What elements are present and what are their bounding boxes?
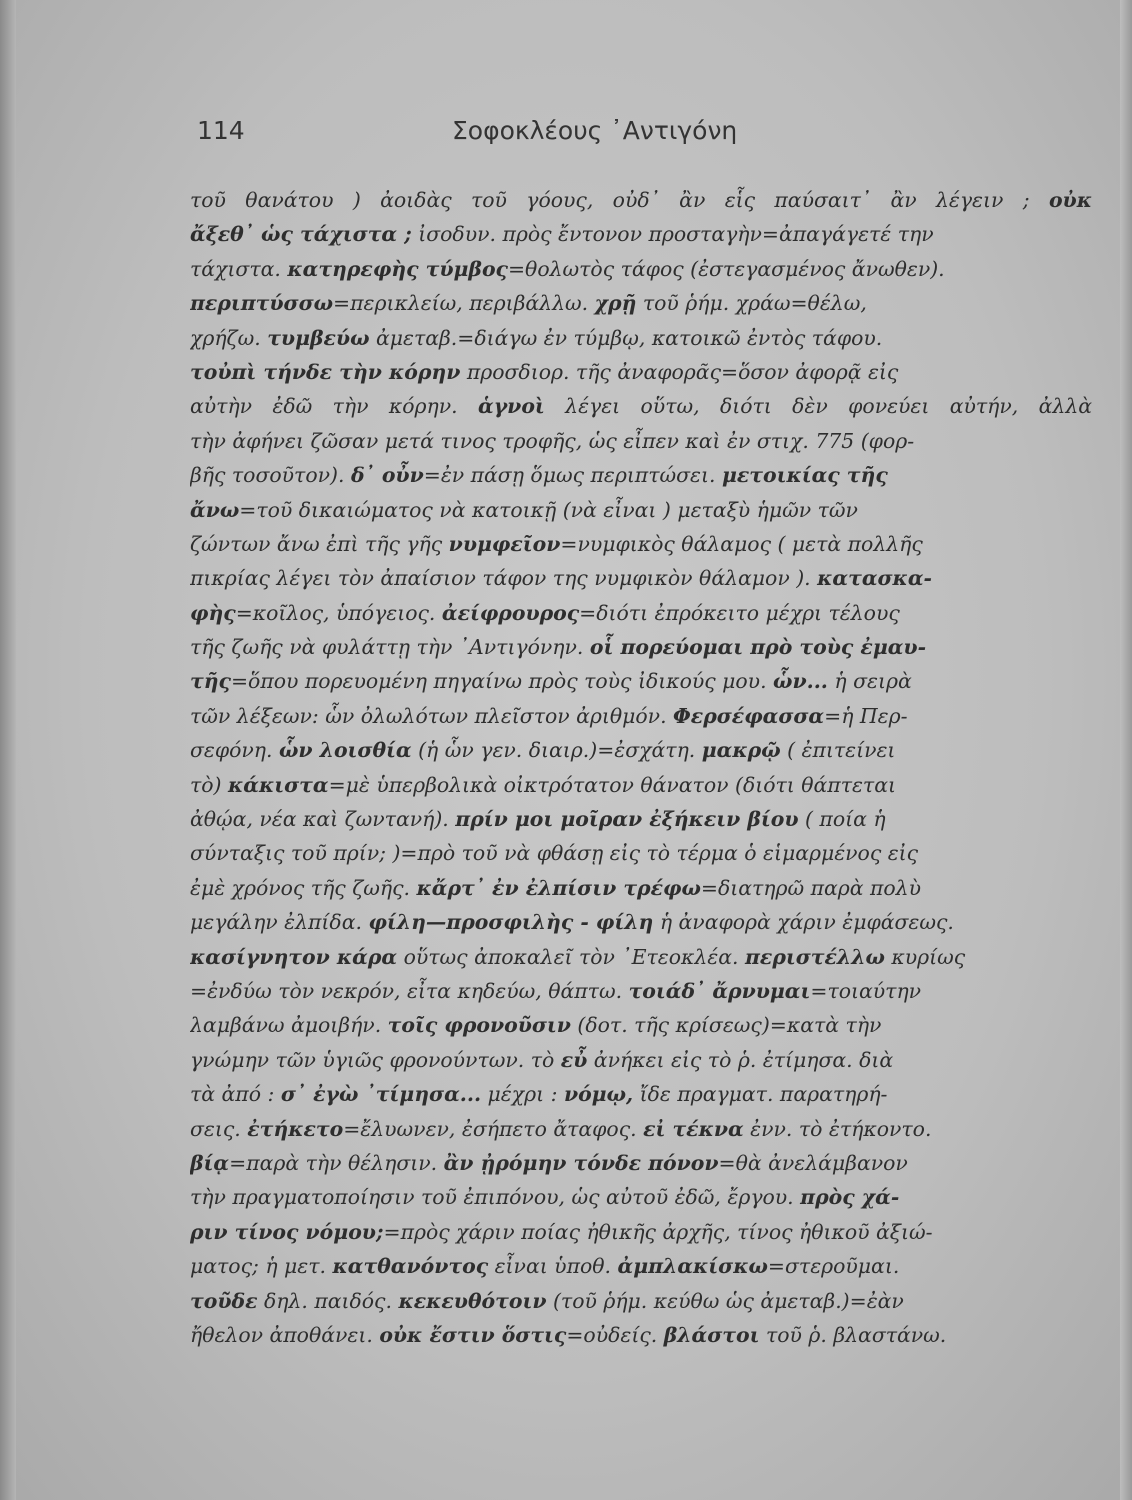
gloss-text: πικρίας λέγει τὸν ἀπαίσιον τάφον της νυμφικὸν θάλαμον ). [190, 566, 818, 591]
lemma-term: μετοικίας τῆς [721, 463, 888, 488]
lemma-term: φίλη—προσφιλὴς - φίλη [368, 910, 654, 935]
lemma-term: τυμβεύω [267, 325, 370, 350]
text-line [190, 596, 1092, 630]
lemma-term: βλάστοι [663, 1322, 760, 1347]
gloss-text: =στεροῦμαι. [767, 1254, 900, 1279]
lemma-term: ριν τίνος νόμου; [190, 1219, 384, 1244]
lemma-term: οὐκ [1048, 188, 1092, 212]
gloss-text: =παρὰ τὴν θέλησιν. [229, 1150, 444, 1175]
text-line [190, 664, 1092, 698]
lemma-term: ἐτήκετο [247, 1116, 344, 1141]
text-line [190, 871, 1092, 905]
lemma-term: τοῖς φρονοῦσιν [387, 1013, 571, 1038]
text-line [190, 1043, 1092, 1077]
lemma-term: τοὐπὶ τήνδε τὴν κόρην [190, 359, 461, 384]
lemma-term: τοιάδ᾿ ἄρνυμαι [628, 978, 811, 1003]
text-line [190, 1008, 1092, 1042]
gloss-text: =ἔλυωνεν, ἐσήπετο ἄταφος. [343, 1116, 644, 1141]
text-line [190, 699, 1092, 733]
gloss-text: =ἡ Περ- [824, 703, 908, 728]
commentary-text [190, 183, 1092, 1352]
text-line [190, 802, 1092, 836]
gloss-text: ἐνν. τὸ ἐτήκοντο. [743, 1116, 932, 1141]
lemma-term: περιπτύσσω [190, 291, 334, 316]
gloss-text: =διατηρῶ παρὰ πολὺ [700, 875, 922, 900]
lemma-term: Φερσέφασσα [673, 703, 825, 728]
lemma-term: οἷ πορεύομαι πρὸ τοὺς ἐμαυ- [589, 635, 927, 660]
gloss-text: ἴδε πραγματ. παρατηρή- [633, 1082, 888, 1107]
gloss-text: λαμβάνω ἀμοιβήν. [190, 1013, 388, 1038]
gloss-text: =τοῦ δικαιώματος νὰ κατοικῇ (νὰ εἶναι ) μεταξὺ ἡμῶν τῶν [239, 497, 858, 522]
text-line [190, 1284, 1092, 1318]
gloss-text: =θολωτὸς τάφος (ἐστεγασμένος ἄνωθεν). [507, 256, 945, 281]
gloss-text: =μὲ ὑπερβολικὰ οἰκτρότατον θάνατον (διότι θάπτεται [328, 772, 896, 797]
text-line [190, 217, 1092, 251]
gloss-text: =διότι ἐπρόκειτο μέχρι τέλους [579, 600, 900, 625]
gloss-text: εἶναι ὑποθ. [488, 1254, 618, 1279]
gloss-text: τὴν ἀφήνει ζῶσαν μετά τινος τροφῆς, ὡς εἶπεν καὶ ἐν στιχ. 775 (φορ- [190, 428, 915, 453]
lemma-term: εὖ [560, 1047, 588, 1072]
gloss-text: =περικλείω, περιβάλλω. [333, 291, 595, 316]
gloss-text: μεγάλην ἐλπίδα. [190, 910, 369, 935]
gloss-text: =τοιαύτην [810, 978, 922, 1003]
gloss-text: σεις. [190, 1116, 248, 1141]
lemma-term: κάκιστα [228, 772, 329, 797]
lemma-term: ἄνω [190, 497, 240, 522]
gloss-text: λέγει οὕτω, διότι δὲν φονεύει αὐτήν, ἀλλὰ [544, 394, 1092, 419]
lemma-term: χρῇ [594, 291, 637, 316]
lemma-term: κεκευθότοιν [398, 1288, 547, 1313]
gloss-text: δηλ. παιδός. [257, 1288, 399, 1313]
text-line [190, 527, 1092, 561]
gloss-text: ἰσοδυν. πρὸς ἔντονον προσταγὴν=ἀπαγάγετέ την [411, 222, 934, 247]
lemma-term: πρὸς χά- [800, 1185, 900, 1210]
lemma-term: ὧν λοισθία [279, 738, 412, 763]
lemma-term: εἰ τέκνα [643, 1116, 744, 1141]
text-line [190, 561, 1092, 595]
lemma-term: σ᾿ ἐγὼ ᾿τίμησα... [280, 1082, 482, 1107]
gloss-text: ζώντων ἄνω ἐπὶ τῆς γῆς [190, 531, 449, 556]
gloss-text: ἐμὲ χρόνος τῆς ζωῆς. [190, 875, 417, 900]
gloss-text: γνώμην τῶν ὑγιῶς φρονούντων. τὸ [190, 1047, 561, 1072]
gloss-text: τάχιστα. [190, 256, 288, 281]
gloss-text: μέχρι : [481, 1082, 564, 1107]
gloss-text: βῆς τοσοῦτον). [190, 463, 351, 488]
gloss-text: τοῦ ῥήμ. χράω=θέλω, [636, 291, 867, 316]
text-line [190, 1077, 1092, 1111]
text-line [190, 733, 1092, 767]
gloss-text: ματος; ἡ μετ. [190, 1254, 333, 1279]
gloss-text: =κοῖλος, ὑπόγειος. [235, 600, 442, 625]
text-line [190, 1112, 1092, 1146]
text-line [190, 905, 1092, 939]
gloss-text: αὐτὴν ἐδῶ τὴν κόρην. [190, 394, 479, 419]
text-line [190, 1215, 1092, 1249]
gloss-text: (ἡ ὧν γεν. διαιρ.)=ἐσχάτη. [411, 738, 702, 763]
gloss-text: ( ποία ἡ [798, 807, 886, 832]
gloss-text: κυρίως [884, 944, 966, 969]
text-line [190, 493, 1092, 527]
gloss-text: τοῦ θανάτου ) ἀοιδὰς τοῦ γόους, οὐδ᾿ ἂν εἷς παύσαιτ᾿ ἂν λέγειν ; [190, 188, 1049, 212]
running-title: Σοφοκλέους ᾿Αντιγόνη [452, 116, 738, 145]
gloss-text: (δοτ. τῆς κρίσεως)=κατὰ τὴν [570, 1013, 882, 1038]
gloss-text: =οὐδείς. [566, 1322, 664, 1347]
lemma-term: οὐκ ἔστιν ὅστις [379, 1322, 567, 1347]
page-header [197, 116, 1092, 156]
page-shadow-left [0, 0, 16, 1500]
lemma-term: κατηρεφὴς τύμβος [287, 256, 508, 281]
lemma-term: κἄρτ᾿ ἐν ἐλπίσιν τρέφω [416, 875, 701, 900]
lemma-term: δ᾿ οὖν [350, 463, 424, 488]
lemma-term: ἀείφρουρος [441, 600, 580, 625]
text-line [190, 355, 1092, 389]
text-line [190, 974, 1092, 1008]
text-line [190, 1318, 1092, 1352]
lemma-term: κατθανόντος [332, 1254, 489, 1279]
lemma-term: ἀμπλακίσκω [617, 1254, 768, 1279]
gloss-text: ( ἐπιτείνει [780, 738, 896, 763]
gloss-text: =νυμφικὸς θάλαμος ( μετὰ πολλῆς [560, 531, 923, 556]
lemma-term: κατασκα- [817, 566, 932, 591]
lemma-term: ἁγνοὶ [478, 394, 545, 419]
text-line [190, 458, 1092, 492]
gloss-text: τὴν πραγματοποίησιν τοῦ ἐπιπόνου, ὡς αὐτοῦ ἐδῶ, ἔργου. [190, 1185, 801, 1210]
gloss-text: =ὅπου πορευομένη πηγαίνω πρὸς τοὺς ἰδικούς μου. [230, 669, 774, 694]
text-line [190, 183, 1092, 217]
gloss-text: σεφόνη. [190, 738, 279, 763]
gloss-text: τὰ ἀπό : [190, 1082, 281, 1107]
lemma-term: κασίγνητον κάρα [190, 944, 398, 969]
lemma-term: φὴς [190, 600, 236, 625]
lemma-term: νυμφεῖον [448, 531, 561, 556]
lemma-term: ὧν... [773, 669, 828, 694]
gloss-text: =θὰ ἀνελάμβανον [718, 1150, 908, 1175]
lemma-term: περιστέλλω [745, 944, 885, 969]
gloss-text: τῶν λέξεων: ὧν ὀλωλότων πλεῖστον ἀριθμόν. [190, 703, 674, 728]
text-line [190, 1249, 1092, 1283]
text-line [190, 836, 1092, 870]
gloss-text: ἀθῴα, νέα καὶ ζωντανή). [190, 807, 456, 832]
text-line [190, 768, 1092, 802]
lemma-term: ἂν ᾐρόμην τόνδε πόνον [443, 1150, 719, 1175]
gloss-text: τῆς ζωῆς νὰ φυλάττῃ τὴν ᾿Αντιγόνην. [190, 635, 590, 660]
gloss-text: ἀμεταβ.=διάγω ἐν τύμβῳ, κατοικῶ ἐντὸς τάφου. [369, 325, 883, 350]
gloss-text: =πρὸς χάριν ποίας ἠθικῆς ἀρχῆς, τίνος ἠθικοῦ ἀξιώ- [383, 1219, 933, 1244]
gloss-text: χρήζω. [190, 325, 268, 350]
text-line [190, 1146, 1092, 1180]
text-line [190, 940, 1092, 974]
gloss-text: ἡ σειρὰ [827, 669, 912, 694]
text-line [190, 630, 1092, 664]
text-line [190, 424, 1092, 458]
gloss-text: οὕτως ἀποκαλεῖ τὸν ᾿Ετεοκλέα. [397, 944, 745, 969]
lemma-term: πρίν μοι μοῖραν ἐξήκειν βίου [455, 807, 799, 832]
gloss-text: =ἐνδύω τὸν νεκρόν, εἶτα κηδεύω, θάπτω. [190, 978, 629, 1003]
page-number: 114 [197, 116, 245, 145]
lemma-term: βίᾳ [190, 1150, 230, 1175]
gloss-text: ἤθελον ἀποθάνει. [190, 1322, 380, 1347]
lemma-term: μακρῷ [701, 738, 781, 763]
gloss-text: (τοῦ ῥήμ. κεύθω ὡς ἀμεταβ.)=ἐὰν [546, 1288, 904, 1313]
gloss-text: σύνταξις τοῦ πρίν; )=πρὸ τοῦ νὰ φθάσῃ εἰς τὸ τέρμα ὁ εἱμαρμένος εἰς [190, 841, 919, 866]
lemma-term: τοῦδε [190, 1288, 258, 1313]
gloss-text: ἡ ἀναφορὰ χάριν ἐμφάσεως. [653, 910, 954, 935]
page-shadow-right [1120, 0, 1132, 1500]
text-line [190, 252, 1092, 286]
text-line [190, 1180, 1092, 1214]
text-line [190, 286, 1092, 320]
text-line [190, 321, 1092, 355]
lemma-term: τῆς [190, 669, 231, 694]
gloss-text: τοῦ ῥ. βλαστάνω. [759, 1322, 947, 1347]
gloss-text: =ἐν πάσῃ ὅμως περιπτώσει. [423, 463, 722, 488]
gloss-text: τὸ) [190, 772, 228, 797]
gloss-text: προσδιορ. τῆς ἀναφορᾶς=ὅσον ἀφορᾷ εἰς [460, 359, 899, 384]
lemma-term: νόμῳ, [563, 1082, 634, 1107]
gloss-text: ἀνήκει εἰς τὸ ῥ. ἐτίμησα. διὰ [587, 1047, 894, 1072]
lemma-term: ἄξεθ᾿ ὡς τάχιστα ; [190, 222, 412, 247]
text-line [190, 389, 1092, 423]
